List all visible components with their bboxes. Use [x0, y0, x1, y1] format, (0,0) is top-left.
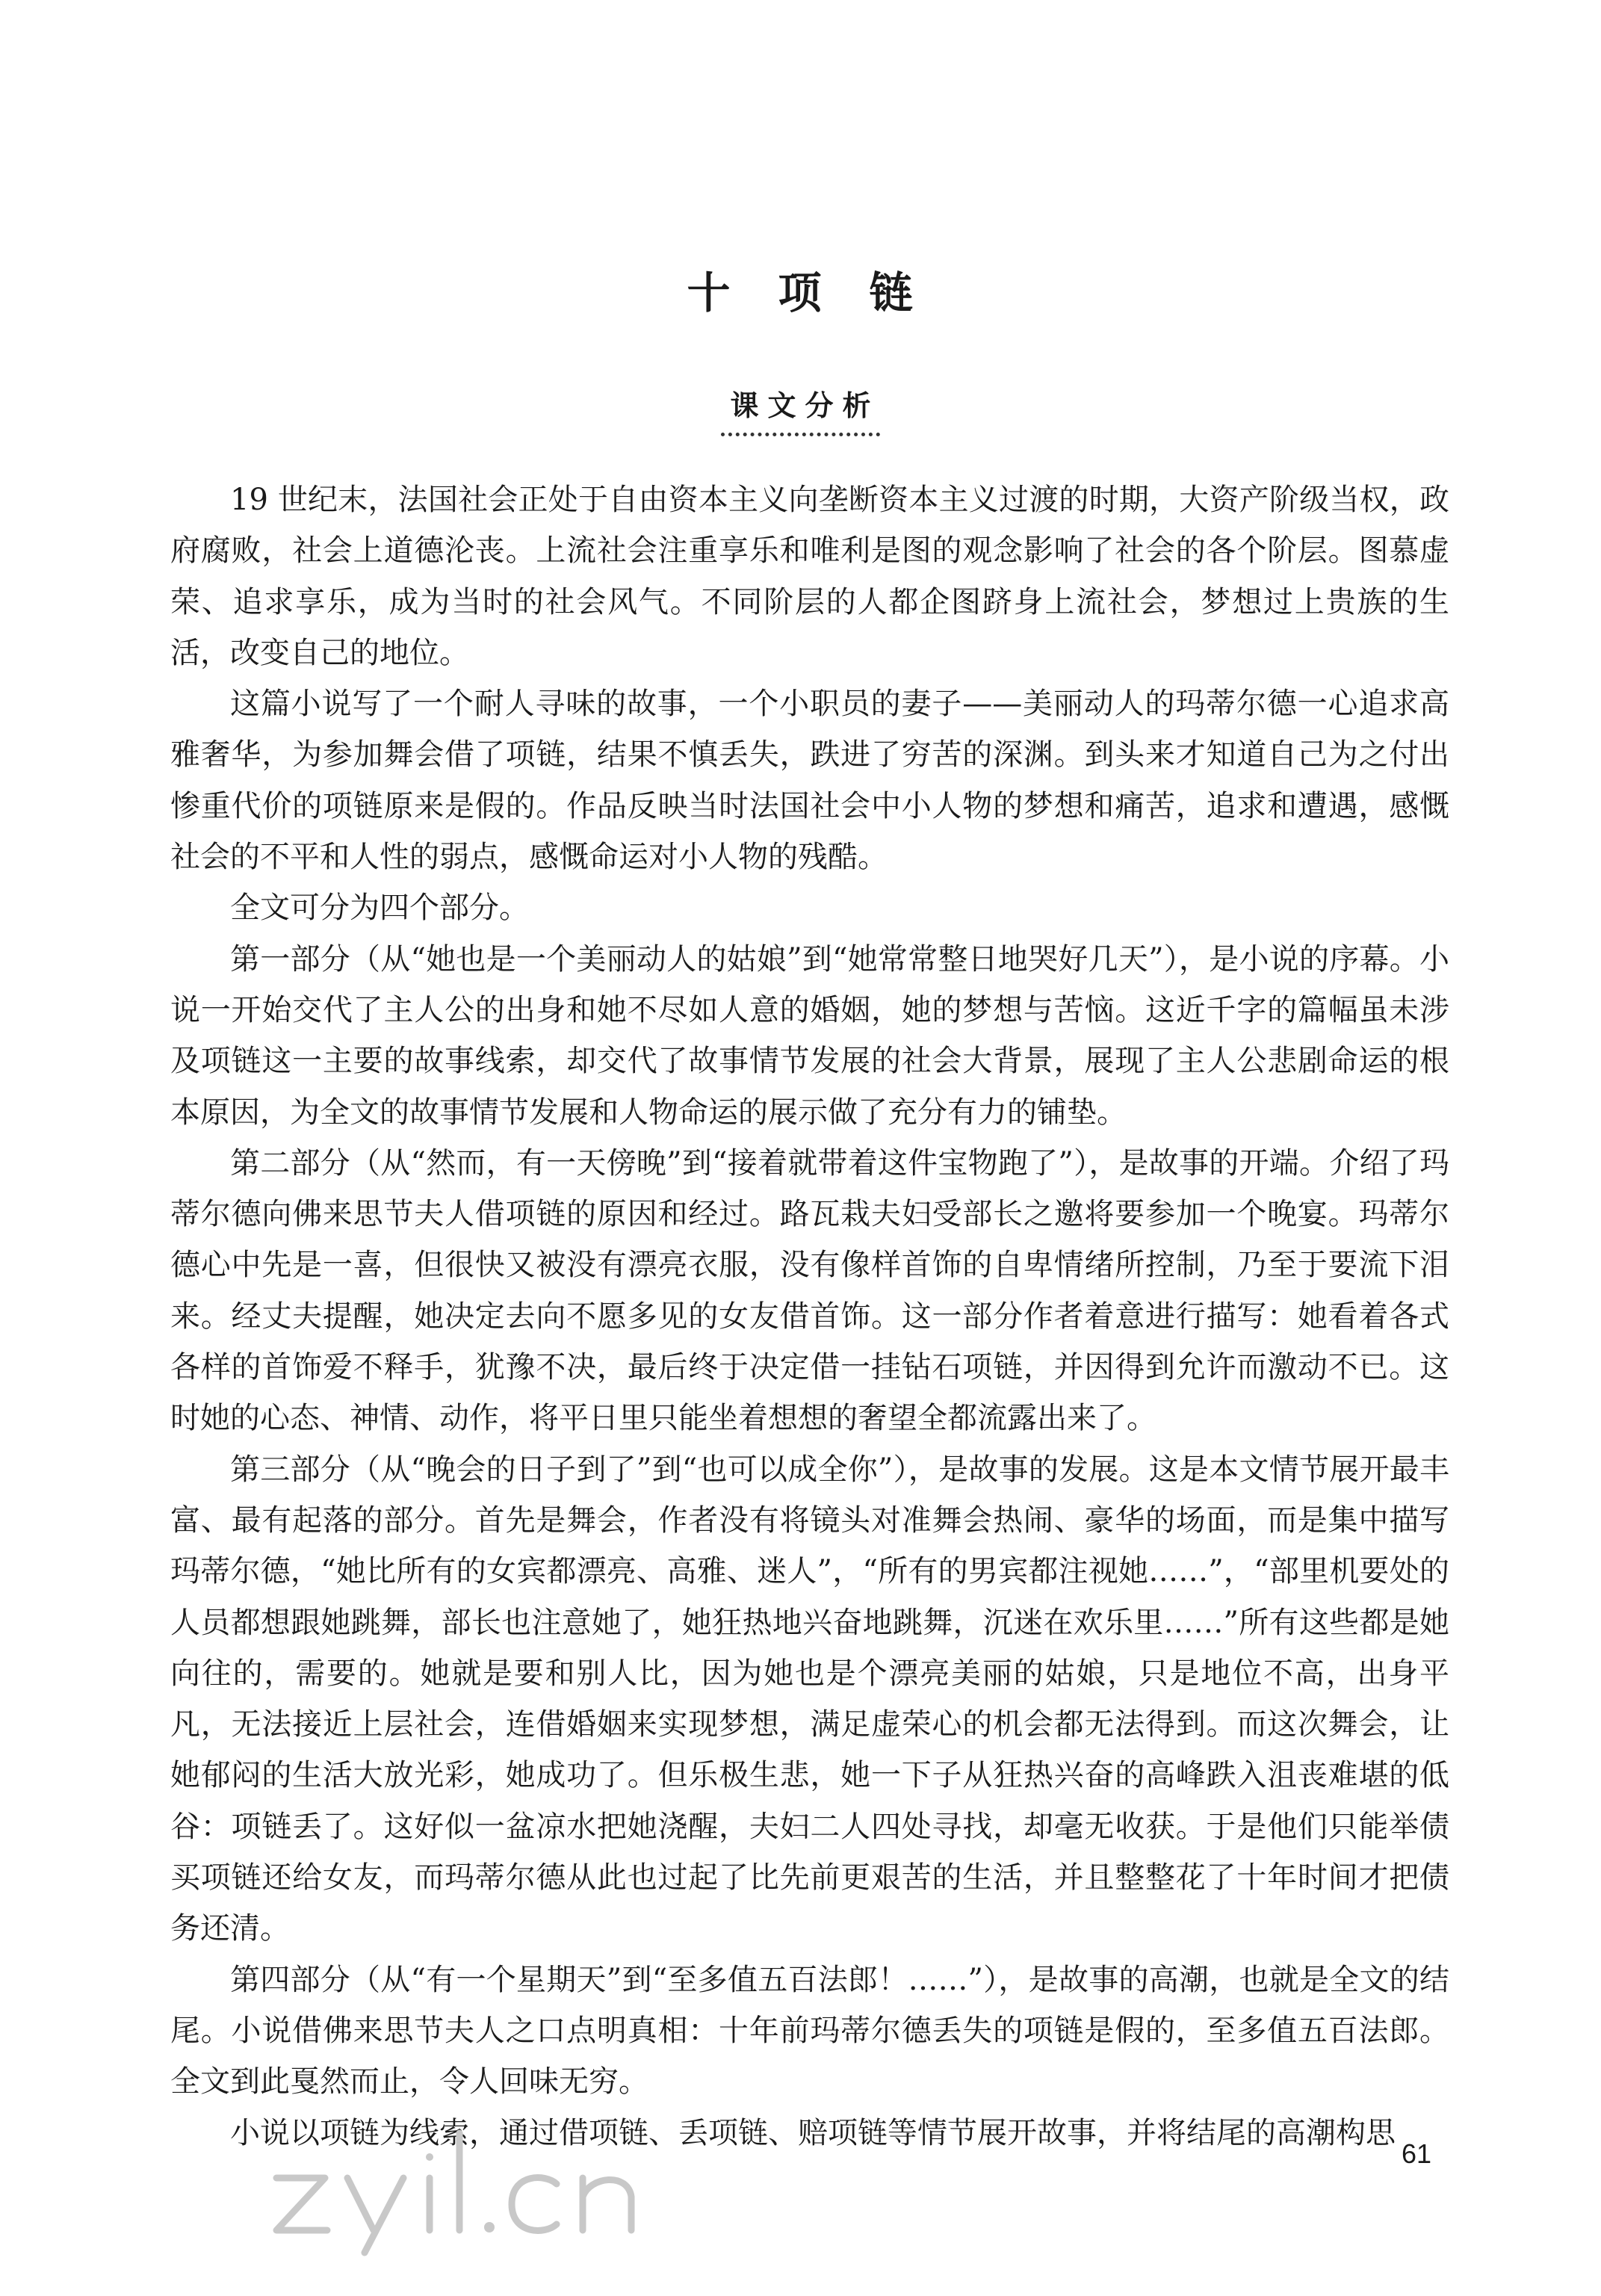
- paragraph-story-summary: 这篇小说写了一个耐人寻味的故事，一个小职员的妻子——美丽动人的玛蒂尔德一心追求高雅奢华，为参加舞会借了项链，结果不慎丢失，跌进了穷苦的深渊。到头来才知道自己为之付出惨重代价的项链原来是假的。作品反映当时法国社会中小人物的梦想和痛苦，追求和遭遇，感慨社会的不平和人性的弱点，感慨命运对小人物的残酷。: [170, 687, 1449, 875]
- chapter-title-word-1: 项: [778, 267, 823, 318]
- body-text: [170, 474, 1449, 2159]
- paragraph-plot-device: 小说以项链为线索，通过借项链、丢项链、赔项链等情节展开故事，并将结尾的高潮构思: [230, 2115, 1396, 2150]
- chapter-title-word-2: 链: [869, 267, 914, 318]
- page-number: 61: [1402, 2138, 1432, 2169]
- watermark-logo: [254, 2118, 702, 2260]
- section-heading-text: 课文分析: [721, 383, 879, 436]
- paragraph-part-four: 第四部分（从“有一个星期天”到“至多值五百法郎！……”），是故事的高潮，也就是全文的结尾。小说借佛来思节夫人之口点明真相：十年前玛蒂尔德丢失的项链是假的，至多值五百法郎。全文到此戛然而止，令人回味无穷。: [170, 1962, 1449, 2099]
- paragraph-structure-overview: 全文可分为四个部分。: [230, 891, 529, 926]
- chapter-title: [0, 258, 1601, 321]
- paragraph-part-two: 第二部分（从“然而，有一天傍晚”到“接着就带着这件宝物跑了”），是故事的开端。介绍了玛蒂尔德向佛来思节夫人借项链的原因和经过。路瓦栽夫妇受部长之邀将要参加一个晚宴。玛蒂尔德心中先是一喜，但很快又被没有漂亮衣服，没有像样首饰的自卑情绪所控制，乃至于要流下泪来。经丈夫提醒，她决定去向不愿多见的女友借首饰。这一部分作者着意进行描写：她看着各式各样的首饰爱不释手，犹豫不决，最后终于决定借一挂钻石项链，并因得到允许而激动不已。这时她的心态、神情、动作，将平日里只能坐着想想的奢望全都流露出来了。: [170, 1145, 1449, 1436]
- paragraph-part-three: 第三部分（从“晚会的日子到了”到“也可以成全你”），是故事的发展。这是本文情节展开最丰富、最有起落的部分。首先是舞会，作者没有将镜头对准舞会热闹、豪华的场面，而是集中描写玛蒂尔德，“她比所有的女宾都漂亮、高雅、迷人”，“所有的男宾都注视她……”，“部里机要处的人员都想跟她跳舞，部长也注意她了，她狂热地兴奋地跳舞，沉迷在欢乐里……”所有这些都是她向往的，需要的。她就是要和别人比，因为她也是个漂亮美丽的姑娘，只是地位不高，出身平凡，无法接近上层社会，连借婚姻来实现梦想，满足虚荣心的机会都无法得到。而这次舞会，让她郁闷的生活大放光彩，她成功了。但乐极生悲，她一下子从狂热兴奋的高峰跌入沮丧难堪的低谷：项链丢了。这好似一盆凉水把她浇醒，夫妇二人四处寻找，却毫无收获。于是他们只能举债买项链还给女友，而玛蒂尔德从此也过起了比先前更艰苦的生活，并且整整花了十年时间才把债务还清。: [170, 1452, 1449, 1946]
- paragraph-part-one: 第一部分（从“她也是一个美丽动人的姑娘”到“她常常整日地哭好几天”），是小说的序幕。小说一开始交代了主人公的出身和她不尽如人意的婚姻，她的梦想与苦恼。这近千字的篇幅虽未涉及项链这一主要的故事线索，却交代了故事情节发展的社会大背景，展现了主人公悲剧命运的根本原因，为全文的故事情节发展和人物命运的展示做了充分有力的铺垫。: [170, 941, 1449, 1130]
- chapter-title-number: 十: [687, 267, 732, 318]
- paragraph-historical-background: 19 世纪末，法国社会正处于自由资本主义向垄断资本主义过渡的时期，大资产阶级当权，政府腐败，社会上道德沦丧。上流社会注重享乐和唯利是图的观念影响了社会的各个阶层。图慕虚荣、追求享乐，成为当时的社会风气。不同阶层的人都企图跻身上流社会，梦想过上贵族的生活，改变自己的地位。: [170, 483, 1449, 670]
- section-heading: [0, 383, 1601, 436]
